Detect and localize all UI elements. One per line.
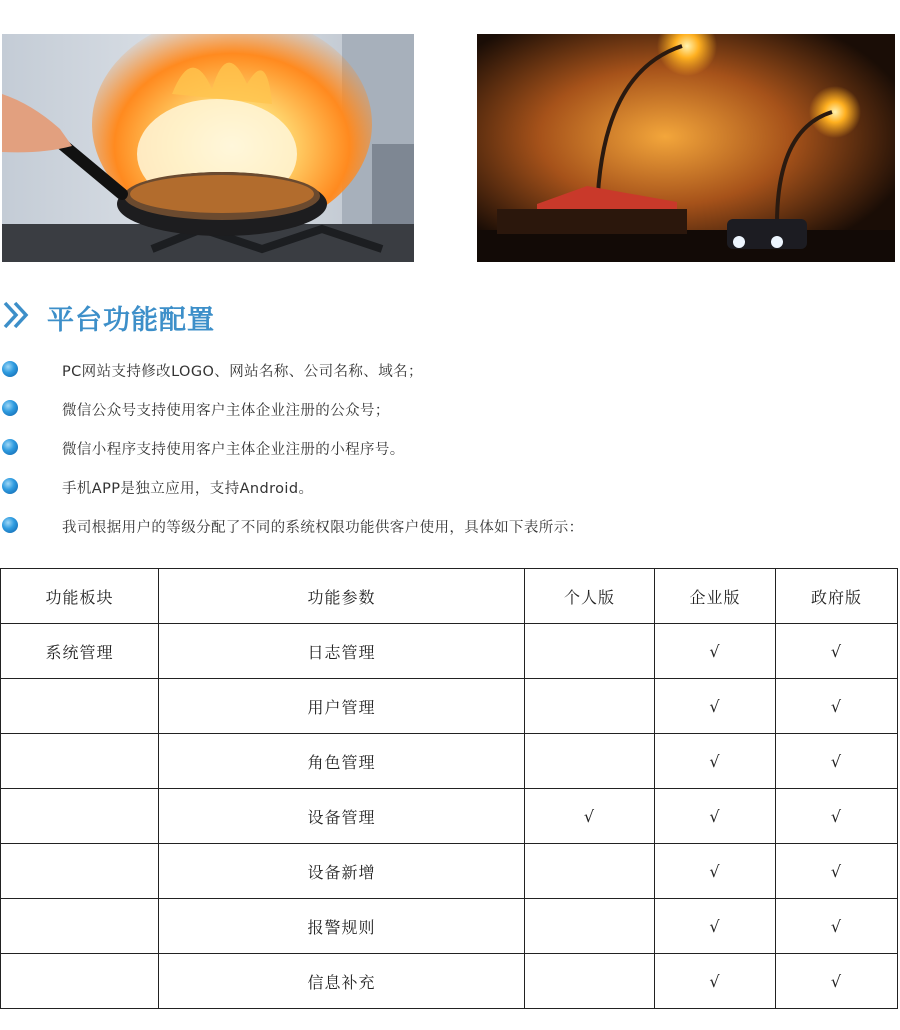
parameter-cell: 角色管理 xyxy=(159,734,525,789)
enterprise-check-cell: √ xyxy=(655,789,776,844)
bullet-text: PC网站支持修改LOGO、网站名称、公司名称、域名； xyxy=(62,364,423,380)
enterprise-check-cell: √ xyxy=(655,899,776,954)
section-header xyxy=(0,292,600,342)
table-row xyxy=(1,954,898,1009)
header-parameter: 功能参数 xyxy=(159,569,525,624)
table-row xyxy=(1,734,898,789)
government-check-cell: √ xyxy=(776,624,898,679)
government-check-cell: √ xyxy=(776,844,898,899)
header-personal-edition: 个人版 xyxy=(525,569,655,624)
module-cell xyxy=(1,899,159,954)
feature-comparison-table xyxy=(0,568,898,1009)
personal-check-cell xyxy=(525,899,655,954)
bullet-dot-icon xyxy=(2,400,18,416)
street-smoke-photo xyxy=(477,34,895,262)
table-row xyxy=(1,899,898,954)
parameter-cell: 用户管理 xyxy=(159,679,525,734)
module-cell xyxy=(1,954,159,1009)
list-item xyxy=(0,394,880,433)
bullet-dot-icon xyxy=(2,517,18,533)
header-government-edition: 政府版 xyxy=(776,569,898,624)
parameter-cell: 设备管理 xyxy=(159,789,525,844)
double-chevron-right-icon xyxy=(2,300,32,330)
bullet-text: 手机APP是独立应用，支持Android。 xyxy=(62,481,314,497)
enterprise-check-cell: √ xyxy=(655,624,776,679)
government-check-cell: √ xyxy=(776,679,898,734)
list-item xyxy=(0,472,880,511)
parameter-cell: 报警规则 xyxy=(159,899,525,954)
module-cell xyxy=(1,844,159,899)
bullet-text: 我司根据用户的等级分配了不同的系统权限功能供客户使用，具体如下表所示： xyxy=(62,520,584,536)
personal-check-cell xyxy=(525,954,655,1009)
header-module: 功能板块 xyxy=(1,569,159,624)
module-cell xyxy=(1,679,159,734)
header-enterprise-edition: 企业版 xyxy=(655,569,776,624)
bullet-dot-icon xyxy=(2,439,18,455)
parameter-cell: 设备新增 xyxy=(159,844,525,899)
enterprise-check-cell: √ xyxy=(655,734,776,789)
bullet-text: 微信小程序支持使用客户主体企业注册的小程序号。 xyxy=(62,442,405,458)
enterprise-check-cell: √ xyxy=(655,679,776,734)
personal-check-cell xyxy=(525,844,655,899)
list-item xyxy=(0,433,880,472)
personal-check-cell xyxy=(525,624,655,679)
parameter-cell: 信息补充 xyxy=(159,954,525,1009)
module-cell xyxy=(1,789,159,844)
cooking-fire-photo xyxy=(2,34,414,262)
enterprise-check-cell: √ xyxy=(655,844,776,899)
feature-bullet-list xyxy=(0,355,880,550)
personal-check-cell xyxy=(525,734,655,789)
personal-check-cell xyxy=(525,679,655,734)
table-row xyxy=(1,789,898,844)
government-check-cell: √ xyxy=(776,899,898,954)
bullet-text: 微信公众号支持使用客户主体企业注册的公众号； xyxy=(62,403,390,419)
section-title: 平台功能配置 xyxy=(47,305,215,336)
module-cell: 系统管理 xyxy=(1,624,159,679)
table-row xyxy=(1,679,898,734)
personal-check-cell: √ xyxy=(525,789,655,844)
module-cell xyxy=(1,734,159,789)
table-header-row xyxy=(1,569,898,624)
list-item xyxy=(0,355,880,394)
table-row xyxy=(1,844,898,899)
government-check-cell: √ xyxy=(776,734,898,789)
table-row xyxy=(1,624,898,679)
bullet-dot-icon xyxy=(2,361,18,377)
parameter-cell: 日志管理 xyxy=(159,624,525,679)
list-item xyxy=(0,511,880,550)
bullet-dot-icon xyxy=(2,478,18,494)
government-check-cell: √ xyxy=(776,954,898,1009)
government-check-cell: √ xyxy=(776,789,898,844)
enterprise-check-cell: √ xyxy=(655,954,776,1009)
